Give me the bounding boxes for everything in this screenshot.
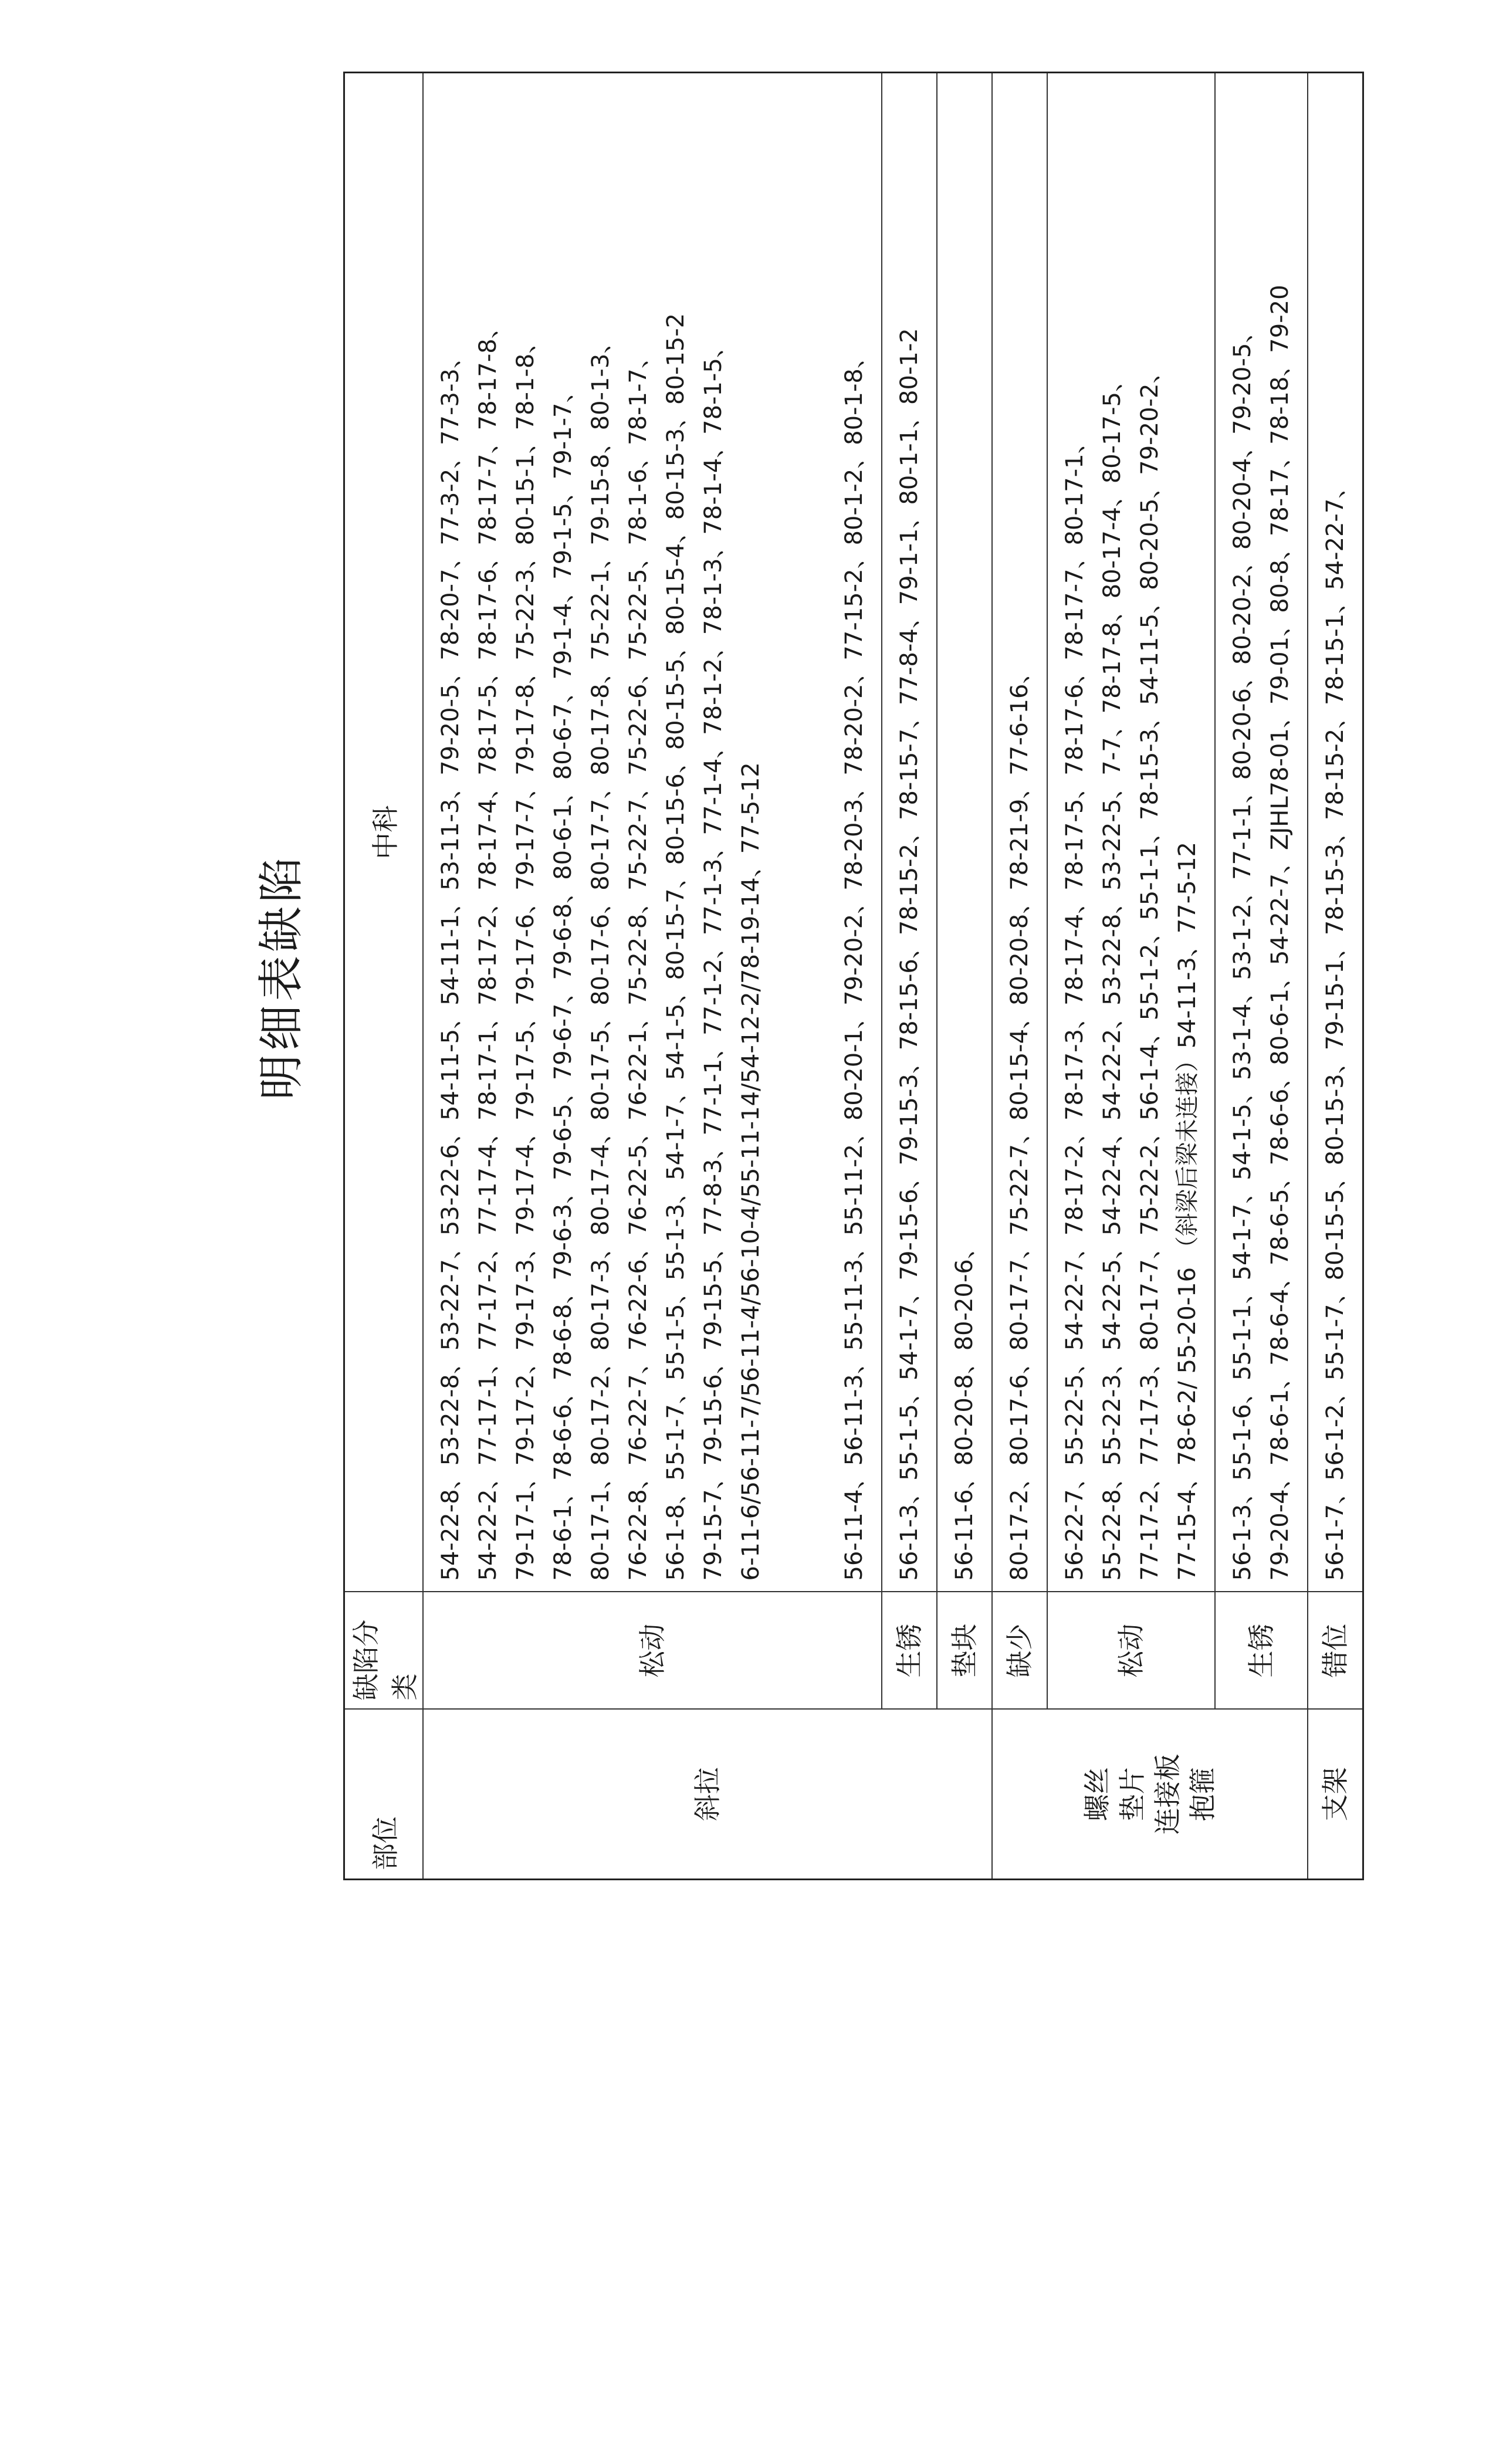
defect-list [992,73,1047,1592]
defect-line: 76-22-8、76-22-7、76-22-6、76-22-5、76-22-1、75-22-8、75-22-7、75-22-6、75-22-5、78-1-6、78-1-7、 [625,345,652,1581]
defect-line: 56-1-7、56-1-2、55-1-7、80-15-5、80-15-3、79-15-1、78-15-3、78-15-2、78-15-1、54-22-7、 [1322,475,1349,1581]
category-cell: 垫块 [937,1592,992,1710]
defect-line: 56-1-3、55-1-5、54-1-7、79-15-6、79-15-3、78-15-6、78-15-2、78-15-7、77-8-4、79-1-1、80-1-1、80-1-2 [896,328,923,1581]
table-row [1047,73,1215,1880]
defect-line: 78-6-1、78-6-6、78-6-8、79-6-3、79-6-5、79-6-7、79-6-8、80-6-1、80-6-7、79-1-4、79-1-5、79-1-7、 [550,379,577,1581]
table-row [937,73,992,1880]
part-line: 垫片 [1116,1767,1148,1822]
defect-line: 77-15-4、78-6-2/ 55-20-16 （斜梁后梁未连接）54-11-3、77-5-12 [1174,842,1201,1581]
defect-list [1047,73,1215,1592]
part-line: 螺丝 [1081,1767,1113,1822]
defect-line: 56-11-6、80-20-8、80-20-6、 [951,1236,978,1581]
table-row [1308,73,1363,1880]
defect-line: 79-17-1、79-17-2、79-17-3、79-17-4、79-17-5、79-17-6、79-17-7、79-17-8、75-22-3、80-15-1、78-1-8、 [512,330,539,1581]
part-cell: 斜拉 [423,1710,992,1880]
part-cell: 支架 [1308,1710,1363,1880]
rotated-sheet [229,73,1351,1880]
category-cell: 错位 [1308,1592,1363,1710]
blank-gap [770,84,835,1581]
category-cell: 松动 [1047,1592,1215,1710]
header-row [344,73,424,1880]
defect-line: 6-11-6/56-11-7/56-11-4/56-10-4/55-11-14/54-12-2/78-19-14、77-5-12 [737,762,764,1581]
defect-list [882,73,937,1592]
page-title: 明细表缺陷 [255,854,308,1101]
defect-line: 56-1-3、55-1-6、55-1-1、54-1-7、54-1-5、53-1-4、53-1-2、77-1-1、80-20-6、80-20-2、80-20-4、79-20-5、 [1229,319,1256,1581]
defect-line: 80-17-1、80-17-2、80-17-3、80-17-4、80-17-5、80-17-6、80-17-7、80-17-8、75-22-1、79-15-8、80-1-3、 [587,330,614,1581]
table-row [882,73,937,1880]
defect-line: 54-22-8、53-22-8、53-22-7、53-22-6、54-11-5、54-11-1、53-11-3、79-20-5、78-20-7、77-3-2、77-3-3、 [437,345,464,1581]
category-cell: 生锈 [882,1592,937,1710]
part-line: 抱箍 [1187,1767,1219,1822]
part-cell [992,1710,1308,1880]
defect-line: 80-17-2、80-17-6、80-17-7、75-22-7、80-15-4、80-20-8、78-21-9、77-6-16、 [1006,660,1033,1581]
header-category: 缺陷分类 [344,1592,424,1710]
table-row [1215,73,1308,1880]
defect-line: 56-1-8、55-1-7、55-1-5、55-1-3、54-1-7、54-1-5、80-15-7、80-15-6、80-15-5、80-15-4、80-15-3、80-15-2 [662,313,689,1581]
defect-list [1308,73,1363,1592]
defect-list [423,73,882,1592]
header-company: 中科 [344,73,424,1592]
category-cell: 松动 [423,1592,882,1710]
category-cell: 缺少 [992,1592,1047,1710]
defect-line: 79-15-7、79-15-6、79-15-5、77-8-3、77-1-1、77-1-2、77-1-3、77-1-4、78-1-2、78-1-3、78-1-4、78-1-5、 [700,334,727,1581]
part-line: 连接板 [1152,1754,1183,1835]
defect-line: 77-17-2、77-17-3、80-17-7、75-22-2、56-1-4、55-1-2、55-1-1、78-15-3、54-11-5、80-20-5、79-20-2、 [1136,360,1163,1581]
defect-line: 79-20-4、78-6-1、78-6-4、78-6-5、78-6-6、80-6-1、54-22-7、ZJHL78-01、79-01、80-8、78-17、78-18、79-20 [1267,285,1294,1581]
defect-table [343,72,1364,1880]
defect-line: 55-22-8、55-22-3、54-22-5、54-22-4、54-22-2、53-22-8、53-22-5、7-7、78-17-8、80-17-4、80-17-5、 [1099,368,1126,1581]
defect-line: 56-11-4、56-11-3、55-11-3、55-11-2、80-20-1、79-20-2、78-20-3、78-20-2、77-15-2、80-1-2、80-1-8、 [841,345,868,1581]
defect-list [937,73,992,1592]
header-part: 部位 [344,1710,424,1880]
table-row [423,73,882,1880]
table-row [992,73,1047,1880]
defect-line: 56-22-7、55-22-5、54-22-7、78-17-2、78-17-3、78-17-4、78-17-5、78-17-6、78-17-7、80-17-1、 [1061,430,1088,1581]
defect-list [1215,73,1308,1592]
category-cell: 生锈 [1215,1592,1308,1710]
defect-line: 54-22-2、77-17-1、77-17-2、77-17-4、78-17-1、78-17-2、78-17-4、78-17-5、78-17-6、78-17-7、78-17-8、 [475,315,502,1581]
